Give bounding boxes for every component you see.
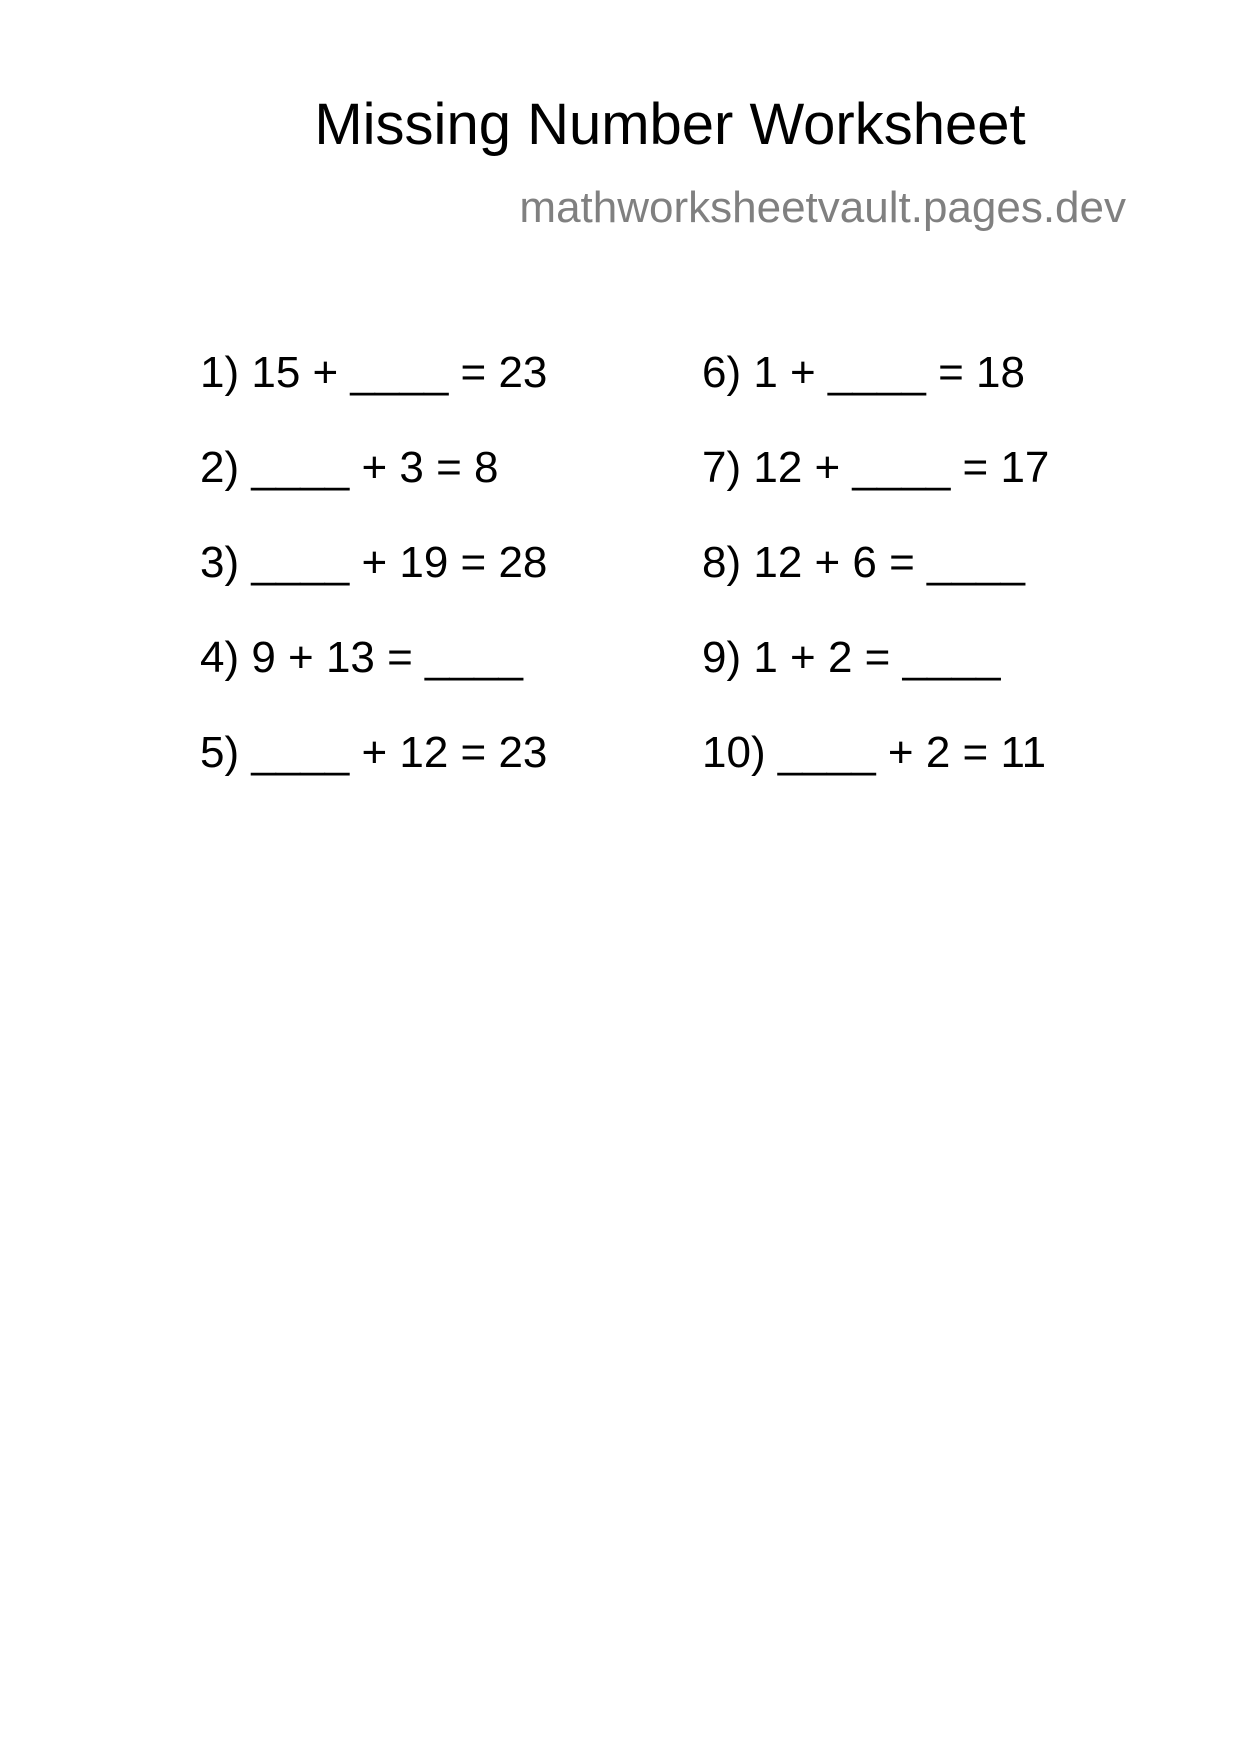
problem-4: 4) 9 + 13 = ____ — [200, 633, 523, 682]
problem-3: 3) ____ + 19 = 28 — [200, 538, 548, 587]
problem-9: 9) 1 + 2 = ____ — [702, 633, 1001, 682]
problem-grid — [200, 348, 1102, 823]
problem-1: 1) 15 + ____ = 23 — [200, 348, 548, 397]
source-url: mathworksheetvault.pages.dev — [519, 183, 1126, 232]
problem-10: 10) ____ + 2 = 11 — [702, 728, 1047, 777]
problem-7: 7) 12 + ____ = 17 — [702, 443, 1050, 492]
problem-8: 8) 12 + 6 = ____ — [702, 538, 1025, 587]
problem-6: 6) 1 + ____ = 18 — [702, 348, 1025, 397]
worksheet-title: Missing Number Worksheet — [314, 92, 1026, 157]
problem-2: 2) ____ + 3 = 8 — [200, 443, 499, 492]
problem-5: 5) ____ + 12 = 23 — [200, 728, 548, 777]
